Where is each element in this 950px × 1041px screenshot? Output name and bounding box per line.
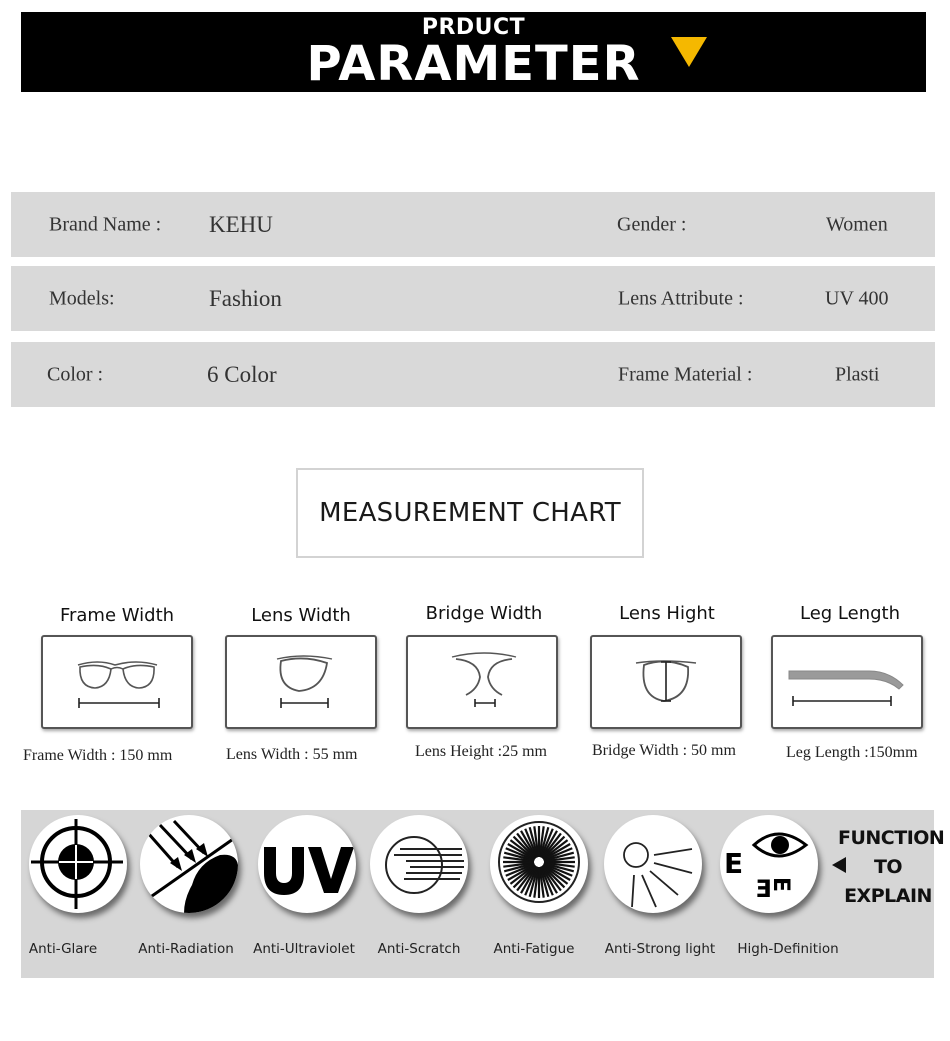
gender-value: Women [826,213,888,235]
leg-length-diagram [771,635,923,729]
lens-attribute-value: UV 400 [825,287,889,309]
frame-width-caption: Frame Width : 150 mm [23,747,173,764]
gender-label: Gender : [617,213,687,235]
lens-width-caption: Lens Width : 55 mm [226,746,358,763]
function-icon-high-definition [720,815,818,913]
parameter-row [11,266,935,331]
frame-width-diagram [41,635,193,729]
header-subtitle: PRDUCT [421,15,526,40]
lens-width-icon [227,637,375,727]
models-value: Fashion [209,285,282,311]
lens-width-title: Lens Width [251,605,351,626]
function-explain-line: TO [873,856,903,878]
header-banner [21,12,926,92]
leg-length-icon [773,637,921,727]
function-icon-anti-radiation [140,815,238,913]
bridge-width-caption: Lens Height :25 mm [415,743,547,760]
leg-length-title: Leg Length [799,603,901,624]
lens-height-caption: Bridge Width : 50 mm [592,742,736,759]
leg-length-caption: Leg Length :150mm [786,744,918,761]
function-icon-anti-ultraviolet [258,815,356,913]
svg-text:E: E [724,847,744,880]
parameter-row [11,342,935,407]
header-title: PARAMETER [306,36,641,92]
bridge-width-diagram [406,635,558,729]
uv-icon [258,815,356,913]
models-label: Models: [49,287,115,309]
radiation-arrows-icon [140,815,238,913]
lens-height-title: Lens Hight [619,603,715,624]
brand-name-label: Brand Name : [49,213,162,235]
crosshair-icon [29,815,127,913]
function-label: High-Definition [737,941,839,957]
function-explain-line: FUNCTION [838,827,945,849]
bridge-width-icon [408,637,556,727]
svg-text:E: E [755,875,772,903]
brand-name-value: KEHU [209,211,273,237]
function-icon-anti-glare [29,815,127,913]
parameter-row [11,192,935,257]
lens-height-diagram [590,635,742,729]
frame-width-icon [43,637,191,727]
function-label: Anti-Glare [28,941,98,957]
function-label: Anti-Ultraviolet [253,941,355,957]
eye-chart-icon [720,815,818,913]
function-label: Anti-Fatigue [493,941,575,957]
function-label: Anti-Radiation [138,941,234,957]
frame-material-label: Frame Material : [618,363,753,385]
function-explain-line: EXPLAIN [844,885,932,907]
frame-material-value: Plasti [835,363,880,385]
function-icon-anti-scratch [370,815,468,913]
function-label: Anti-Scratch [377,941,461,957]
lens-width-diagram [225,635,377,729]
svg-text:E: E [768,877,793,893]
frame-width-title: Frame Width [59,605,175,626]
color-value: 6 Color [207,361,277,387]
function-icon-anti-fatigue [490,815,588,913]
function-label: Anti-Strong light [604,941,716,957]
triangle-down-icon [671,37,707,67]
scratch-lines-icon [370,815,468,913]
starburst-icon [490,815,588,913]
sun-rays-icon [604,815,702,913]
function-explain [838,824,945,911]
bridge-width-title: Bridge Width [425,603,543,624]
measurement-chart-title: MEASUREMENT CHART [296,468,644,558]
lens-attribute-label: Lens Attribute : [618,287,744,309]
function-icon-anti-strong-light [604,815,702,913]
color-label: Color : [47,363,104,385]
lens-height-icon [592,637,740,727]
